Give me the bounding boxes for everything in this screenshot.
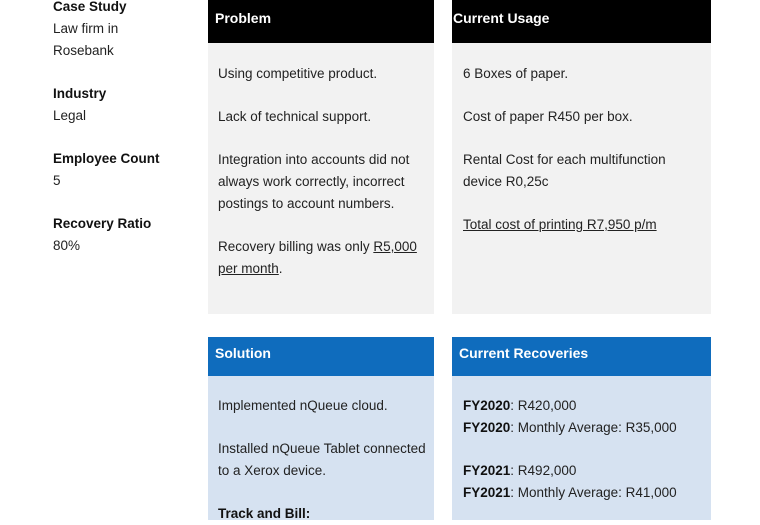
current-recoveries-header — [452, 337, 711, 376]
usage-item-boxes: 6 Boxes of paper. — [463, 66, 569, 81]
solution-item-track-bill — [218, 503, 430, 525]
recovery-row — [463, 417, 701, 439]
solution-header — [208, 337, 434, 376]
employee-count-value: 5 — [53, 173, 61, 188]
current-usage-title: Current Usage — [453, 10, 550, 26]
current-usage-card — [452, 0, 711, 314]
employee-count-label: Employee Count — [53, 151, 160, 166]
recovery-ratio-group — [53, 213, 193, 257]
current-usage-body — [452, 43, 711, 314]
solution-item-tablet: Installed nQueue Tablet connected to a Xerox device. — [218, 441, 426, 478]
current-recoveries-body — [452, 376, 711, 520]
industry-group — [53, 83, 193, 127]
problem-body — [208, 43, 434, 314]
recovery-row — [463, 482, 701, 504]
recovery-text: : Monthly Average: R41,000 — [510, 485, 677, 500]
recovery-year: FY2020 — [463, 398, 511, 413]
solution-title: Solution — [215, 345, 271, 361]
recovery-ratio-value: 80% — [53, 238, 81, 253]
problem-item-competitive: Using competitive product. — [218, 66, 378, 81]
industry-value: Legal — [53, 108, 87, 123]
problem-recovery-suffix: . — [278, 261, 283, 276]
recovery-year: FY2021 — [463, 463, 511, 478]
case-study-value-line1: Law firm in — [53, 21, 119, 36]
case-study-value-line2: Rosebank — [53, 43, 114, 58]
problem-card — [208, 0, 434, 314]
problem-recovery-amount: R5,000 per month — [218, 239, 417, 276]
usage-item-rental-cost: Rental Cost for each multifunction device R0,25c — [463, 152, 666, 189]
recovery-text: : Monthly Average: R35,000 — [510, 420, 677, 435]
problem-item-integration: Integration into accounts did not always work correctly, incorrect postings to account numbers. — [218, 152, 410, 211]
case-study-sidebar — [53, 0, 193, 278]
problem-item-support: Lack of technical support. — [218, 109, 372, 124]
problem-header — [208, 0, 434, 43]
usage-item-total-cost: Total cost of printing R7,950 p/m — [463, 217, 657, 232]
solution-body — [208, 376, 434, 520]
case-study-group — [53, 0, 193, 62]
recovery-text: : R420,000 — [510, 398, 577, 413]
problem-title: Problem — [215, 10, 272, 26]
case-study-label: Case Study — [53, 0, 127, 14]
recovery-text: : R492,000 — [510, 463, 577, 478]
solution-item-cloud: Implemented nQueue cloud. — [218, 398, 388, 413]
recovery-year: FY2021 — [463, 485, 511, 500]
current-usage-header — [452, 0, 711, 43]
solution-card — [208, 337, 434, 520]
recovery-row — [463, 395, 701, 417]
problem-recovery-prefix: Recovery billing was only — [218, 239, 374, 254]
employee-count-group — [53, 148, 193, 192]
current-recoveries-card — [452, 337, 711, 520]
recovery-row — [463, 460, 701, 482]
current-recoveries-title: Current Recoveries — [459, 345, 589, 361]
solution-track-bill-label: Track and Bill: — [218, 506, 311, 521]
problem-item-recovery — [218, 236, 430, 280]
recovery-ratio-label: Recovery Ratio — [53, 216, 152, 231]
recovery-year: FY2020 — [463, 420, 511, 435]
usage-item-paper-cost: Cost of paper R450 per box. — [463, 109, 633, 124]
industry-label: Industry — [53, 86, 107, 101]
